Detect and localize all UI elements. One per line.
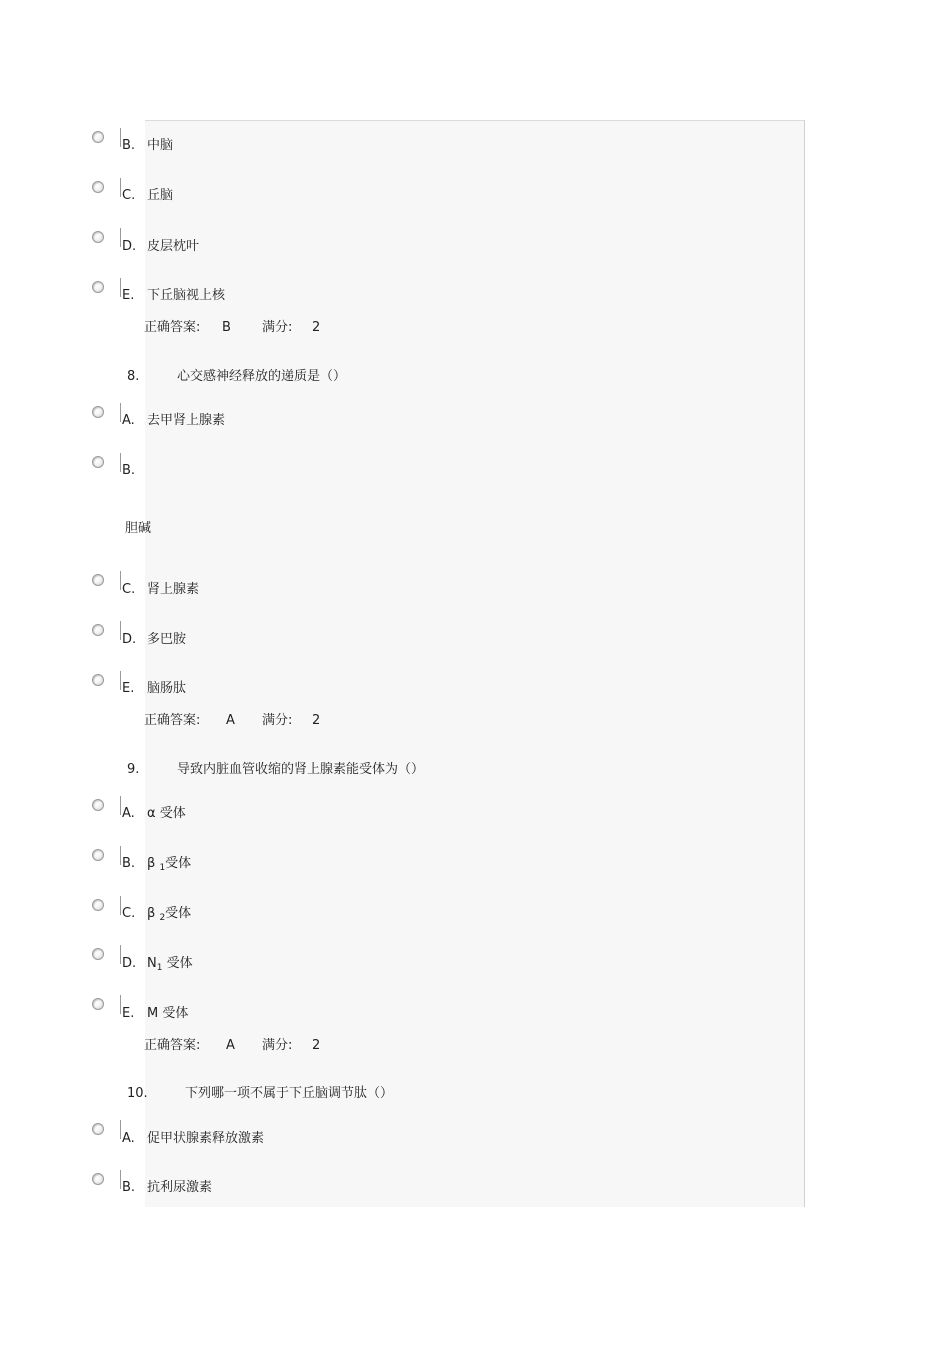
option-letter: A. — [122, 806, 135, 821]
option-q9-c[interactable] — [122, 906, 191, 926]
option-divider — [120, 1120, 121, 1139]
radio-q8-a[interactable] — [92, 406, 104, 418]
option-letter: E. — [122, 681, 135, 696]
option-wrapped-text: 胆碱 — [125, 521, 152, 536]
option-text: 丘脑 — [147, 188, 174, 203]
option-text: 去甲肾上腺素 — [147, 413, 226, 428]
option-letter: A. — [122, 413, 135, 428]
option-text-pre: β — [147, 856, 160, 871]
option-subscript: 1 — [156, 963, 163, 973]
question-text: 心交感神经释放的递质是（） — [177, 369, 347, 384]
question-number: 10. — [127, 1086, 148, 1101]
radio-q7-e[interactable] — [92, 281, 104, 293]
option-text: 下丘脑视上核 — [147, 288, 226, 303]
answer-line-q7 — [144, 320, 320, 336]
option-q7-b[interactable] — [122, 138, 173, 154]
radio-q8-b[interactable] — [92, 456, 104, 468]
answer-line-q8 — [144, 713, 320, 729]
question-9 — [127, 762, 424, 778]
option-letter: D. — [122, 632, 137, 647]
option-divider — [120, 945, 121, 964]
option-divider — [120, 896, 121, 915]
option-divider — [120, 128, 121, 147]
score-label: 满分: — [262, 713, 293, 728]
question-8 — [127, 369, 346, 385]
option-letter: B. — [122, 463, 136, 478]
radio-q9-c[interactable] — [92, 899, 104, 911]
option-divider — [120, 453, 121, 472]
radio-q8-d[interactable] — [92, 624, 104, 636]
radio-q9-d[interactable] — [92, 948, 104, 960]
option-divider — [120, 995, 121, 1014]
option-text: 脑肠肽 — [147, 681, 187, 696]
option-subscript: 2 — [159, 913, 166, 923]
option-letter: B. — [122, 856, 136, 871]
option-text-pre: β — [147, 906, 160, 921]
option-divider — [120, 278, 121, 297]
option-text-post: 受体 — [162, 956, 193, 971]
answer-value: B — [222, 320, 231, 335]
answer-value: A — [226, 713, 235, 728]
option-text: 肾上腺素 — [147, 582, 200, 597]
answer-label: 正确答案: — [144, 1038, 201, 1053]
option-text: 抗利尿激素 — [147, 1180, 213, 1195]
option-q9-a[interactable] — [122, 806, 186, 822]
option-q8-a[interactable] — [122, 413, 225, 429]
option-q7-d[interactable] — [122, 239, 199, 255]
option-q9-b[interactable] — [122, 856, 191, 876]
option-divider — [120, 403, 121, 422]
option-q10-b[interactable] — [122, 1180, 212, 1196]
radio-q7-c[interactable] — [92, 181, 104, 193]
answer-value: A — [226, 1038, 235, 1053]
option-divider — [120, 178, 121, 197]
option-text-post: 受体 — [165, 906, 192, 921]
question-text: 导致内脏血管收缩的肾上腺素能受体为（） — [177, 762, 425, 777]
option-letter: D. — [122, 956, 137, 971]
radio-q9-a[interactable] — [92, 799, 104, 811]
option-q7-c[interactable] — [122, 188, 173, 204]
option-letter: E. — [122, 288, 135, 303]
option-divider — [120, 571, 121, 590]
option-text: M 受体 — [147, 1006, 189, 1021]
score-label: 满分: — [262, 1038, 293, 1053]
option-text-pre: N — [147, 956, 157, 971]
option-letter: B. — [122, 138, 136, 153]
option-letter: D. — [122, 239, 137, 254]
radio-q7-b[interactable] — [92, 131, 104, 143]
radio-q10-b[interactable] — [92, 1173, 104, 1185]
option-q8-b[interactable] — [122, 463, 147, 479]
answer-label: 正确答案: — [144, 320, 201, 335]
option-divider — [120, 671, 121, 690]
option-text: α 受体 — [147, 806, 186, 821]
option-q7-e[interactable] — [122, 288, 225, 304]
option-letter: B. — [122, 1180, 136, 1195]
radio-q7-d[interactable] — [92, 231, 104, 243]
score-value: 2 — [312, 320, 321, 335]
option-q9-e[interactable] — [122, 1006, 188, 1022]
option-q10-a[interactable] — [122, 1131, 264, 1147]
option-text: 中脑 — [147, 138, 174, 153]
option-letter: C. — [122, 906, 136, 921]
option-q8-c[interactable] — [122, 582, 199, 598]
radio-q10-a[interactable] — [92, 1123, 104, 1135]
option-text: 多巴胺 — [147, 632, 187, 647]
radio-q9-e[interactable] — [92, 998, 104, 1010]
radio-q9-b[interactable] — [92, 849, 104, 861]
option-q9-d[interactable] — [122, 956, 193, 976]
option-subscript: 1 — [159, 863, 166, 873]
question-number: 8. — [127, 369, 140, 384]
option-text-post: 受体 — [165, 856, 192, 871]
option-divider — [120, 796, 121, 815]
radio-q8-e[interactable] — [92, 674, 104, 686]
answer-label: 正确答案: — [144, 713, 201, 728]
option-letter: C. — [122, 582, 136, 597]
option-q8-e[interactable] — [122, 681, 186, 697]
question-number: 9. — [127, 762, 140, 777]
question-text: 下列哪一项不属于下丘脑调节肽（） — [185, 1086, 394, 1101]
question-10 — [127, 1086, 393, 1102]
option-letter: E. — [122, 1006, 135, 1021]
option-divider — [120, 1170, 121, 1189]
answer-line-q9 — [144, 1038, 320, 1054]
score-label: 满分: — [262, 320, 293, 335]
score-value: 2 — [312, 713, 321, 728]
option-divider — [120, 621, 121, 640]
score-value: 2 — [312, 1038, 321, 1053]
option-q8-d[interactable] — [122, 632, 186, 648]
option-text: 促甲状腺素释放激素 — [147, 1131, 265, 1146]
radio-q8-c[interactable] — [92, 574, 104, 586]
option-divider — [120, 846, 121, 865]
option-letter: A. — [122, 1131, 135, 1146]
option-letter: C. — [122, 188, 136, 203]
option-divider — [120, 228, 121, 247]
option-text: 皮层枕叶 — [147, 239, 200, 254]
